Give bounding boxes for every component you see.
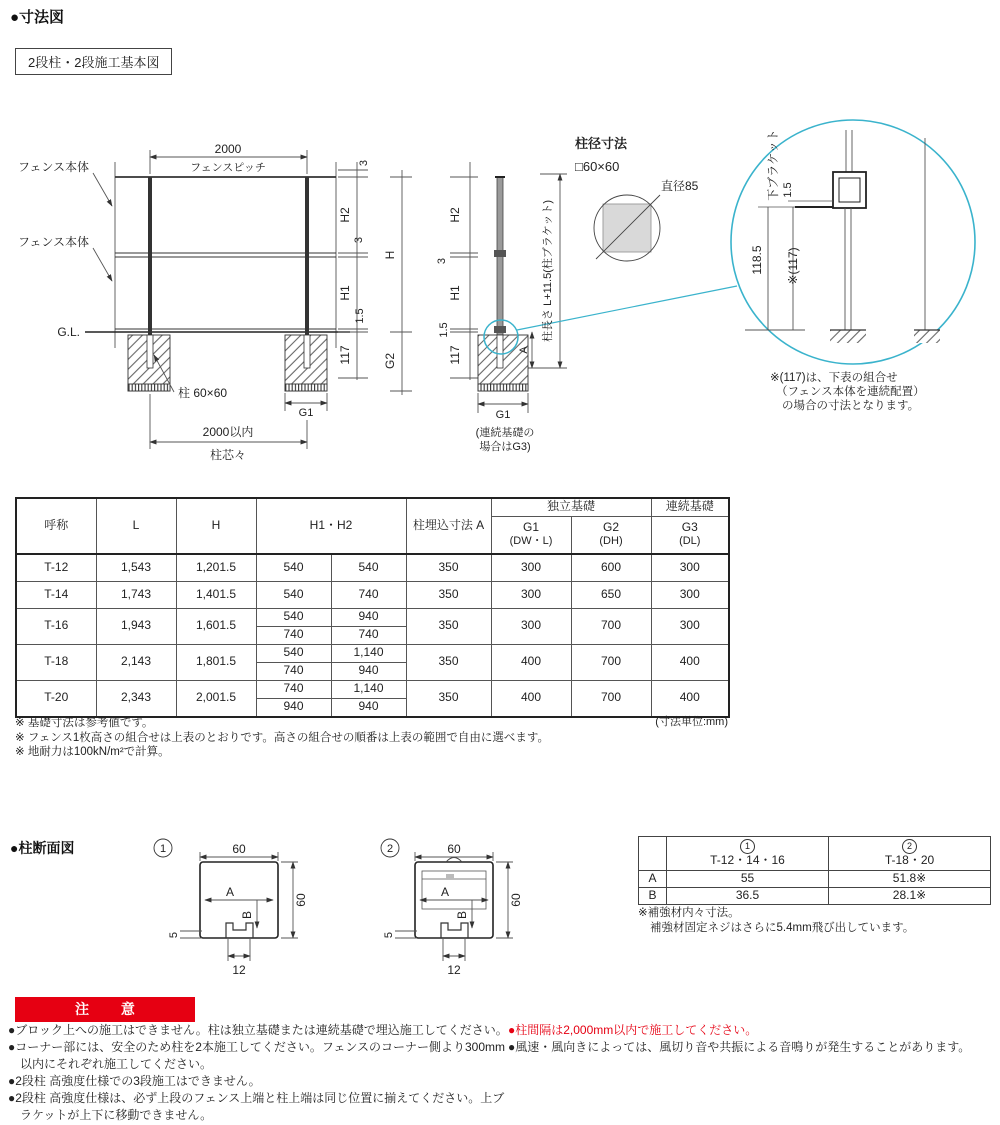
detail-dim-118-5: 118.5 (750, 245, 764, 275)
table-row: A 55 51.8※ (639, 871, 991, 888)
s1-dim-12: 12 (232, 963, 246, 977)
table-subrow: 940 940 (16, 698, 729, 717)
dim-a-side: A (518, 346, 530, 354)
caution-item: ●2段柱 高強度仕様での3段施工はできません。 (8, 1074, 261, 1089)
caution-item: ●風速・風向きによっては、風切り音や共振による音鳴りが発生することがあります。 (508, 1040, 971, 1055)
dim-pitch-label: フェンスピッチ (190, 162, 266, 174)
gl-label: G.L. (57, 325, 80, 339)
detail-note-line1: ※(117)は、下表の組合せ (770, 372, 898, 384)
small-table-col1: 1 T-12・14・16 (667, 837, 829, 871)
group-header-continuous: 連続基礎 (651, 498, 729, 516)
dim-bottom-gap: 1.5 (354, 308, 366, 324)
cross-section-title: ●柱断面図 (10, 840, 75, 856)
fence-body-label-2: フェンス本体 (18, 235, 90, 249)
unit-note: (寸法単位:mm) (655, 716, 728, 728)
dim-h1-front: H1 (338, 285, 352, 301)
post-length-label: 柱長さ L+11.5(柱ブラケット) (542, 200, 554, 342)
dim-g1-front: G1 (298, 407, 314, 419)
post-diameter-diagram (594, 195, 660, 261)
table-row: T-12 1,543 1,201.5 540 540 350 300 600 300 (16, 554, 729, 582)
s2-dim-top-60: 60 (447, 842, 461, 856)
table-row: T-18 2,143 1,801.5 540 1,140 350 400 700 400 (16, 644, 729, 662)
dim-span: 2000以内 (202, 425, 254, 439)
caution-left-list (8, 1022, 508, 1124)
reinforcement-table (638, 836, 991, 905)
post-cross-sections (140, 835, 670, 985)
table-row: B 36.5 28.1※ (639, 888, 991, 905)
caution-banner: 注 意 (15, 997, 195, 1022)
table-note-3: ※ 地耐力は100kN/m²で計算。 (15, 746, 170, 759)
caution-item: ●コーナー部には、安全のため柱を2本施工してください。フェンスのコーナー側より300mm以内にそれぞれ施工してください。 (8, 1040, 505, 1072)
reinforcement-note-2: 補強材固定ネジはさらに5.4mm飛び出しています。 (650, 921, 915, 934)
caution-item: ●ブロック上への施工はできません。柱は独立基礎または連続基礎で埋込施工してください。 (8, 1023, 508, 1037)
s2-dim-a: A (440, 885, 450, 899)
dim-117-side: 117 (448, 345, 462, 365)
dim-pitch-2000: 2000 (214, 142, 242, 156)
col-header-g2: G2 (DH) (571, 516, 651, 554)
col-header-h1h2: H1・H2 (256, 498, 406, 554)
small-table-col2: 2 T-18・20 (829, 837, 991, 871)
lower-bracket-profile (833, 172, 866, 208)
dim-h1-side: H1 (448, 285, 462, 301)
table-row: T-20 2,343 2,001.5 740 1,140 350 400 700 400 (16, 680, 729, 698)
table-row: T-14 1,743 1,401.5 540 740 350 300 650 300 (16, 581, 729, 608)
dimension-drawing (0, 100, 1000, 495)
fence-body-label-1: フェンス本体 (18, 160, 90, 174)
col-header-name: 呼称 (16, 498, 96, 554)
reinforcement-note-1: ※補強材内々寸法。 (638, 907, 740, 919)
col-header-g1: G1 (DW・L) (491, 516, 571, 554)
table-note-2: ※ フェンス1枚高さの組合せは上表のとおりです。高さの組合せの順番は上表の範囲で自由に選べます。 (15, 731, 549, 744)
table-note-1: ※ 基礎寸法は参考値です。 (15, 717, 154, 729)
table-subrow: 740 740 (16, 626, 729, 644)
dim-top-gap: 3 (358, 159, 370, 167)
s1-dim-right-60: 60 (294, 893, 308, 907)
caution-item-red: ●柱間隔は2,000mm以内で施工してください。 (508, 1023, 758, 1037)
dim-bottom-gap-side: 1.5 (438, 322, 450, 338)
caution-item: ●2段柱 高強度仕様は、必ず上段のフェンス上端と柱上端は同じ位置に揃えてください。上ブラケットが上下に移動できません。 (8, 1091, 505, 1123)
table-notes (15, 716, 655, 760)
dim-g1-side: G1 (495, 409, 511, 421)
detail-note-line3: の場合の寸法となります。 (782, 400, 920, 412)
col-header-embed: 柱埋込寸法 A (406, 498, 491, 554)
col-header-h: H (176, 498, 256, 554)
s1-dim-top-60: 60 (232, 842, 246, 856)
table-row: T-16 1,943 1,601.5 540 940 350 300 700 300 (16, 608, 729, 626)
section-2-number: 2 (386, 843, 394, 855)
dimension-table (15, 497, 730, 718)
detail-note-line2: （フェンス本体を連続配置） (776, 386, 925, 398)
reinforcement-notes (638, 906, 998, 935)
table-subrow: 740 940 (16, 662, 729, 680)
s2-dim-right-60: 60 (509, 893, 523, 907)
detail-dim-gap: 1.5 (782, 182, 794, 198)
s2-dim-5: 5 (383, 931, 395, 939)
detail-dim-117: ※(117) (786, 247, 800, 285)
dim-h2-side: H2 (448, 207, 462, 223)
s1-dim-a: A (225, 885, 235, 899)
front-footing-right (285, 335, 327, 391)
page-title: ●寸法図 (10, 9, 65, 26)
col-header-l: L (96, 498, 176, 554)
diameter-label: 直径85 (661, 179, 699, 193)
cross-section-2 (381, 839, 513, 961)
s1-dim-5: 5 (168, 931, 180, 939)
dim-h2-front: H2 (338, 207, 352, 223)
side-view (450, 162, 737, 413)
s2-dim-b: B (455, 910, 469, 920)
front-view (85, 150, 412, 449)
diagram-type-label: 2段柱・2段施工基本図 (15, 48, 172, 75)
front-post-left (148, 177, 152, 335)
front-post-right (305, 177, 309, 335)
front-footing-left (128, 335, 170, 391)
post-diameter-title: 柱径寸法 (575, 136, 628, 151)
dim-mid-gap: 3 (353, 236, 365, 244)
cross-section-1 (154, 839, 298, 961)
dim-h-total: H (383, 250, 397, 260)
section-1-number: 1 (159, 843, 167, 855)
ground-hatch (830, 330, 940, 343)
dim-g2: G2 (383, 352, 397, 370)
dim-117-front: 117 (338, 345, 352, 365)
lower-bracket-label: 下ブラケット (766, 129, 780, 201)
g3-note-line1: (連続基礎の (475, 427, 535, 439)
caution-right-list (508, 1022, 996, 1056)
dim-gap-side: 3 (436, 257, 448, 265)
post-size-value: □60×60 (575, 159, 620, 174)
group-header-independent: 独立基礎 (491, 498, 651, 516)
g3-note-line2: 場合はG3) (479, 441, 531, 453)
s1-dim-b: B (240, 910, 254, 920)
dim-span-label: 柱芯々 (209, 448, 247, 462)
post-size-label: 柱 60×60 (178, 386, 228, 400)
small-table-corner (639, 837, 667, 871)
s2-dim-12: 12 (447, 963, 461, 977)
col-header-g3: G3 (DL) (651, 516, 729, 554)
